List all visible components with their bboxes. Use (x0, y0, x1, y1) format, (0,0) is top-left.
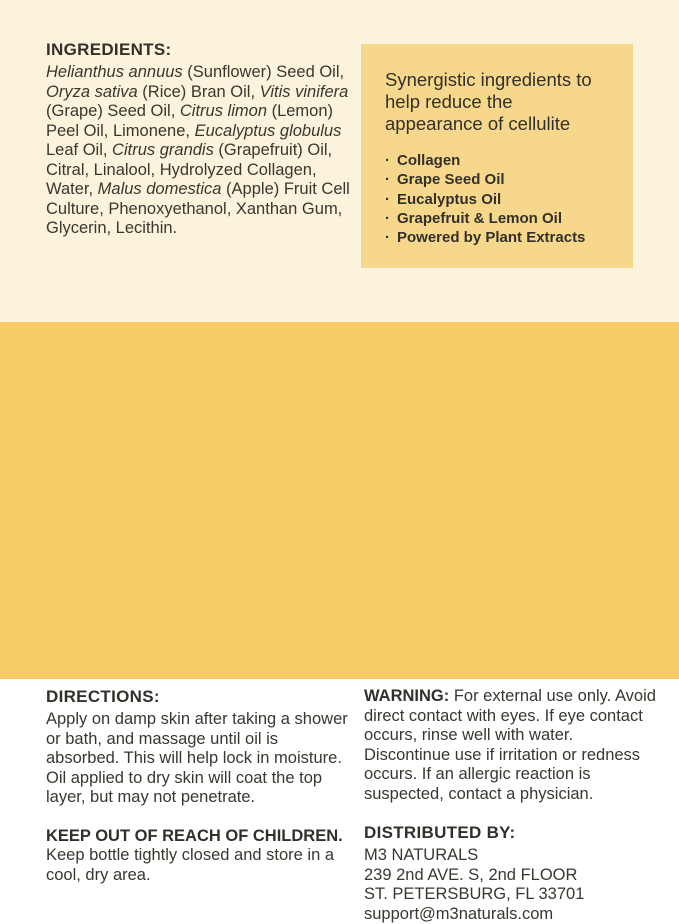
benefits-list-item (385, 170, 611, 189)
distributor-address-line: ST. PETERSBURG, FL 33701 (364, 885, 659, 905)
benefits-item-label: Eucalyptus Oil (397, 190, 501, 209)
benefits-item-label: Collagen (397, 151, 460, 170)
benefits-list-item (385, 209, 611, 228)
benefits-box (361, 44, 633, 268)
bullet-glyph: · (385, 151, 397, 170)
benefits-list-item (385, 228, 611, 247)
distributor-block (364, 823, 659, 924)
distributor-address-line: M3 NATURALS (364, 846, 659, 866)
directions-text: Apply on damp skin after taking a shower or bath, and massage until oil is absorbed. This will help lock in moisture. Oil applied to dry skin will coat the top layer, but may not penetrate. (46, 710, 348, 808)
usage-section (0, 322, 679, 679)
ingredients-text: Helianthus annuus (Sunflower) Seed Oil, Oryza sativa (Rice) Bran Oil, Vitis vinifera (Grape) Seed Oil, Citrus limon (Lemon) Peel Oil, Limonene, Eucalyptus globulus Leaf Oil, Citrus grandis (Grapefruit) Oil, Citral, Linalool, Hydrolyzed Collagen, Water, Malus domestica (Apple) Fruit Cell Culture, Phenoxyethanol, Xanthan Gum, Glycerin, Lecithin. (46, 63, 354, 239)
distributor-address (364, 846, 659, 924)
benefits-item-label: Grapefruit & Lemon Oil (397, 209, 562, 228)
benefits-list-item (385, 151, 611, 170)
warning-text: WARNING: For external use only. Avoid direct contact with eyes. If eye contact occurs, rinse well with water. Discontinue use if irritation or redness occurs. If an allergic reaction is suspected, contact a physician. (364, 687, 659, 804)
benefits-list (385, 151, 611, 247)
benefits-list-item (385, 190, 611, 209)
directions-block (46, 687, 348, 885)
ingredients-heading: INGREDIENTS: (46, 40, 354, 60)
distributor-address-line: support@m3naturals.com (364, 905, 659, 924)
benefits-item-label: Grape Seed Oil (397, 170, 505, 189)
distributor-address-line: 239 2nd AVE. S, 2nd FLOOR (364, 866, 659, 886)
distributed-by-heading: DISTRIBUTED BY: (364, 823, 659, 843)
benefits-item-label: Powered by Plant Extracts (397, 228, 585, 247)
ingredients-block (46, 40, 354, 239)
warning-block (364, 687, 659, 924)
keep-out-of-reach-text: KEEP OUT OF REACH OF CHILDREN. Keep bottle tightly closed and store in a cool, dry area. (46, 827, 348, 886)
ingredients-section (0, 0, 679, 322)
benefits-title: Synergistic ingredients to help reduce the appearance of cellulite (385, 69, 611, 135)
bullet-glyph: · (385, 228, 397, 247)
bullet-glyph: · (385, 170, 397, 189)
bullet-glyph: · (385, 209, 397, 228)
bullet-glyph: · (385, 190, 397, 209)
directions-heading: DIRECTIONS: (46, 687, 348, 707)
